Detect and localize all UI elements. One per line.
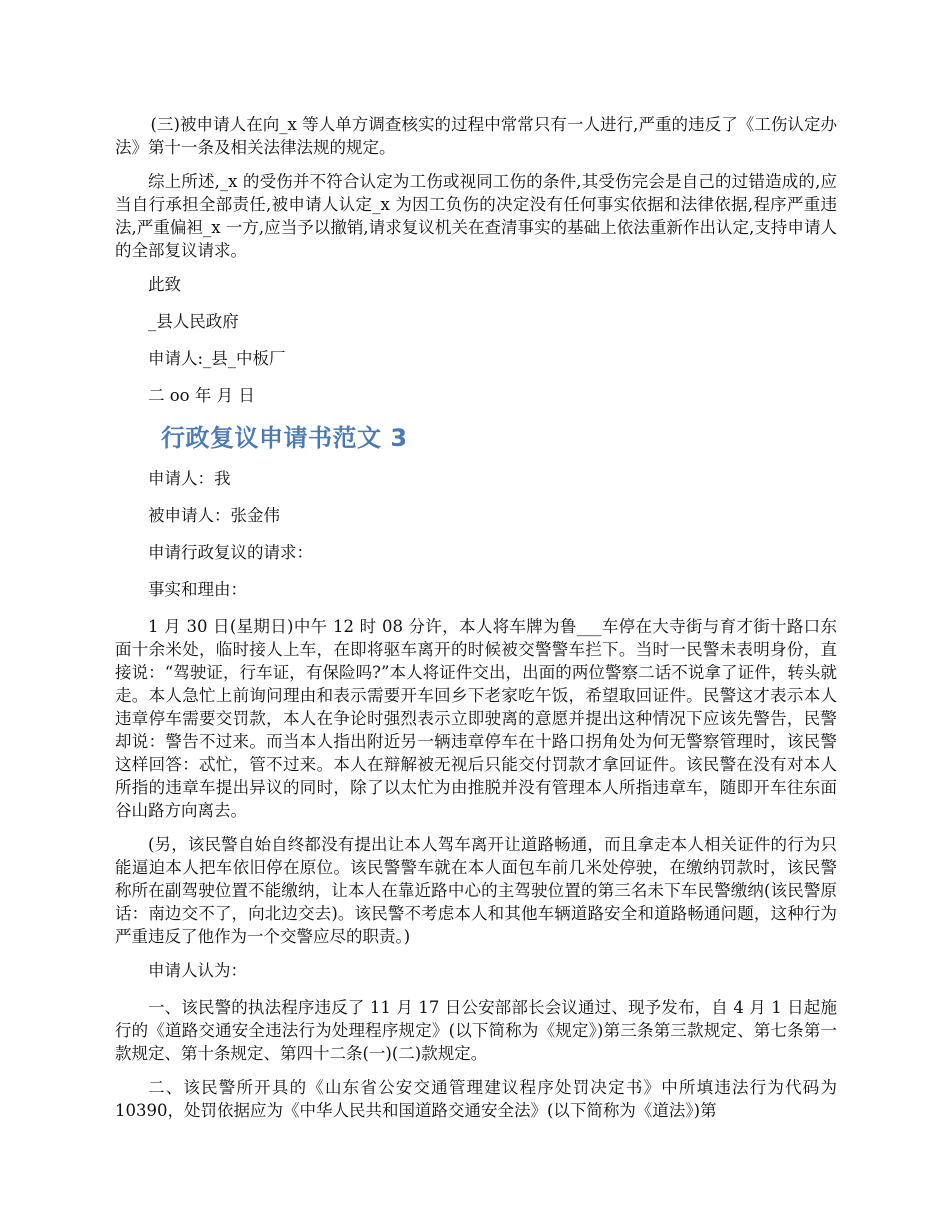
section-heading: 行政复议申请书范文 3: [161, 424, 408, 452]
paragraph-summary: 综上所述,_x 的受伤并不符合认定为工伤或视同工伤的条件,其受伤完会是自己的过错造成的,应当自行承担全部责任,被申请人认定_x 为因工负伤的决定没有任何事实依据和法律依据,程序严重违法,严重偏袒_x 一方,应当予以撤销,请求复议机关在查清事实的基础上依法重新作出认定,支持申请人的全部复议请求。: [115, 172, 837, 260]
applicant-line: 申请人：我: [148, 469, 231, 488]
document-page: [115, 113, 837, 1133]
respondent-line: 被申请人：张金伟: [148, 506, 280, 525]
opinion-line: 申请人认为：: [148, 961, 247, 980]
recipient: _县人民政府: [148, 312, 239, 331]
opinion-point-2: 二、该民警所开具的《山东省公安交通管理建议程序处罚决定书》中所填违法行为代码为 10390，处罚依据应为《中华人民共和国道路交通安全法》(以下简称为《道法》)第: [115, 1078, 837, 1120]
opinion-point-1: 一、该民警的执法程序违反了 11 月 17 日公安部部长会议通过、现予发布，自 4 月 1 日起施行的《道路交通安全违法行为处理程序规定》(以下简称为《规定》)第三条第三款规定、第七条第一款规定、第十条规定、第四十二条(一)(二)款规定。: [115, 998, 837, 1063]
date-line: 二 oo 年 月 日: [148, 386, 255, 405]
facts-paragraph: 1 月 30 日(星期日)中午 12 时 08 分许，本人将车牌为鲁___车停在大寺街与育才街十路口东面十余米处，临时接人上车，在即将驱车离开的时候被交警警车拦下。当时一民警未表明身份，直接说：“驾驶证，行车证，有保险吗?”本人将证件交出，出面的两位警察二话不说拿了证件，转头就走。本人急忙上前询问理由和表示需要开车回乡下老家吃午饭，希望取回证件。民警这才表示本人违章停车需要交罚款，本人在争论时强烈表示立即驶离的意愿并提出这种情况下应该先警告，民警却说：警告不过来。而当本人指出附近另一辆违章停车在十路口拐角处为何无警察管理时，该民警这样回答：忒忙，管不过来。本人在辩解被无视后只能交付罚款才拿回证件。该民警在没有对本人所指的违章车提出异议的同时，除了以太忙为由推脱并没有管理本人所指违章车，随即开车往东面谷山路方向离去。: [115, 617, 837, 820]
paragraph-item-3: (三)被申请人在向_x 等人单方调查核实的过程中常常只有一人进行,严重的违反了《工伤认定办法》第十一条及相关法律法规的规定。: [115, 115, 837, 157]
facts-line: 事实和理由：: [148, 580, 247, 599]
salutation: 此致: [148, 275, 181, 294]
applicant-signature: 申请人:_县_中板厂: [148, 349, 286, 368]
request-line: 申请行政复议的请求：: [148, 543, 313, 562]
supplement-paragraph: (另，该民警自始自终都没有提出让本人驾车离开让道路畅通，而且拿走本人相关证件的行为只能逼迫本人把车依旧停在原位。该民警警车就在本人面包车前几米处停驶，在缴纳罚款时，该民警称所在副驾驶位置不能缴纳，让本人在靠近路中心的主驾驶位置的第三名未下车民警缴纳(该民警原话：南边交不了，向北边交去)。该民警不考虑本人和其他车辆道路安全和道路畅通问题，这种行为严重违反了他作为一个交警应尽的职责。): [115, 835, 837, 946]
